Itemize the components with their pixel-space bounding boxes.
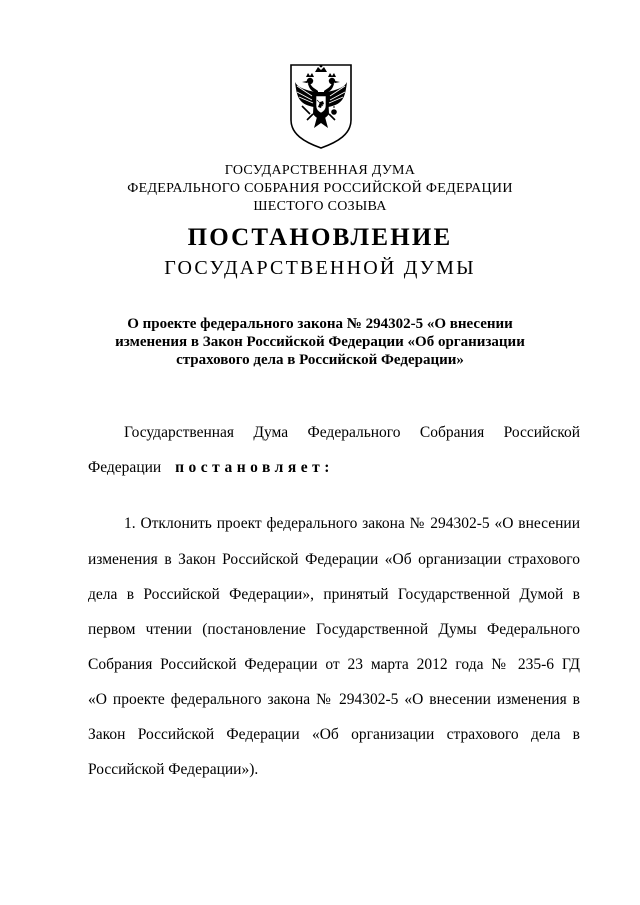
clause-line: Собрания Российской Федерации от 23 марта 2012 года № 235-6 ГД [88, 656, 580, 673]
clause-line: первом чтении (постановление Государственной Думы Федерального [88, 621, 580, 638]
clause-line: Закон Российской Федерации «Об организации страхового дела в [88, 726, 580, 743]
subject-line: О проекте федерального закона № 294302-5 «О внесении [127, 316, 513, 332]
document-issuer-title: ГОСУДАРСТВЕННОЙ ДУМЫ [164, 257, 476, 279]
preamble-line [88, 458, 580, 478]
clause-line: Российской Федерации»). [88, 761, 259, 778]
subject-line: изменения в Закон Российской Федерации «Об организации [115, 334, 525, 350]
preamble-start: Федерации [88, 459, 162, 476]
coat-of-arms-icon [288, 62, 354, 150]
subject-line: страхового дела в Российской Федерации» [176, 352, 464, 368]
clause-line: «О проекте федерального закона № 294302-5 «О внесении изменения в [88, 691, 580, 708]
header-duma: ГОСУДАРСТВЕННАЯ ДУМА [224, 163, 416, 178]
header-federal-assembly: ФЕДЕРАЛЬНОГО СОБРАНИЯ РОССИЙСКОЙ ФЕДЕРАЦИИ [127, 181, 513, 196]
document-type-title: ПОСТАНОВЛЕНИЕ [187, 224, 453, 251]
clause-line: 1. Отклонить проект федерального закона № 294302-5 «О внесении [124, 515, 580, 532]
clause-line: дела в Российской Федерации», принятый Государственной Думой в [88, 586, 580, 603]
header-convocation: ШЕСТОГО СОЗЫВА [253, 199, 387, 214]
preamble-line: Государственная Дума Федерального Собрания Российской [124, 424, 580, 441]
resolution-verb: постановляет: [175, 459, 334, 476]
clause-line: изменения в Закон Российской Федерации «Об организации страхового [88, 551, 580, 568]
